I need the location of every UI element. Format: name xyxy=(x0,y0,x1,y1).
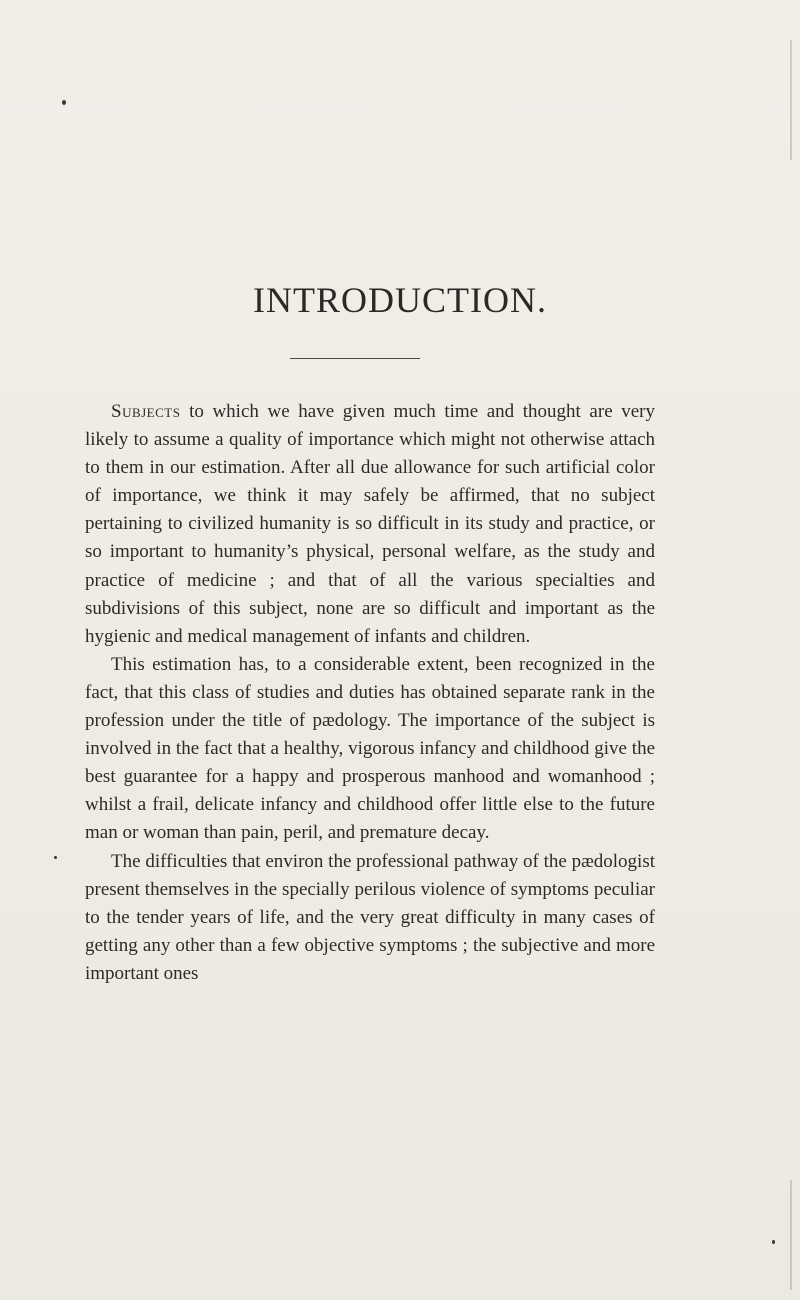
paragraph-lead-word: Subjects xyxy=(111,401,181,422)
body-text xyxy=(85,398,655,988)
page-edge-shadow xyxy=(790,40,792,160)
title-rule xyxy=(290,358,420,359)
ink-speck xyxy=(772,1240,775,1244)
paragraph-text: This estimation has, to a considerable extent, been recognized in the fact, that this class of studies and duties has obtained separate rank in the profession under the title of pædology. The importance of the subject is involved in the fact that a healthy, vigorous infancy and childhood give the best guarantee for a happy and prosperous manhood and womanhood ; whilst a frail, delicate infancy and childhood offer little else to the future man or woman than pain, peril, and premature decay. xyxy=(85,653,655,844)
paragraph-1 xyxy=(85,398,655,651)
chapter-title: INTRODUCTION. xyxy=(253,280,547,320)
paragraph-text: The difficulties that environ the professional pathway of the pædologist present themselves in the specially perilous violence of symptoms peculiar to the tender years of life, and the very great difficulty in many cases of getting any other than a few objective symptoms ; the subjective and more important ones xyxy=(85,850,655,984)
ink-speck xyxy=(62,100,66,105)
paragraph-2 xyxy=(85,651,655,848)
paragraph-text: to which we have given much time and thought are very likely to assume a quality of importance which might not otherwise attach to them in our estimation. After all due allowance for such artificial color of importance, we think it may safely be affirmed, that no subject pertaining to civilized humanity is so difficult in its study and practice, or so important to humanity’s physical, personal welfare, as the study and practice of medicine ; and that of all the various specialties and subdivisions of this subject, none are so difficult and important as the hygienic and medical management of infants and children. xyxy=(85,401,655,647)
ink-speck xyxy=(54,856,57,859)
paragraph-3 xyxy=(85,848,655,988)
page-edge-shadow xyxy=(790,1180,792,1290)
